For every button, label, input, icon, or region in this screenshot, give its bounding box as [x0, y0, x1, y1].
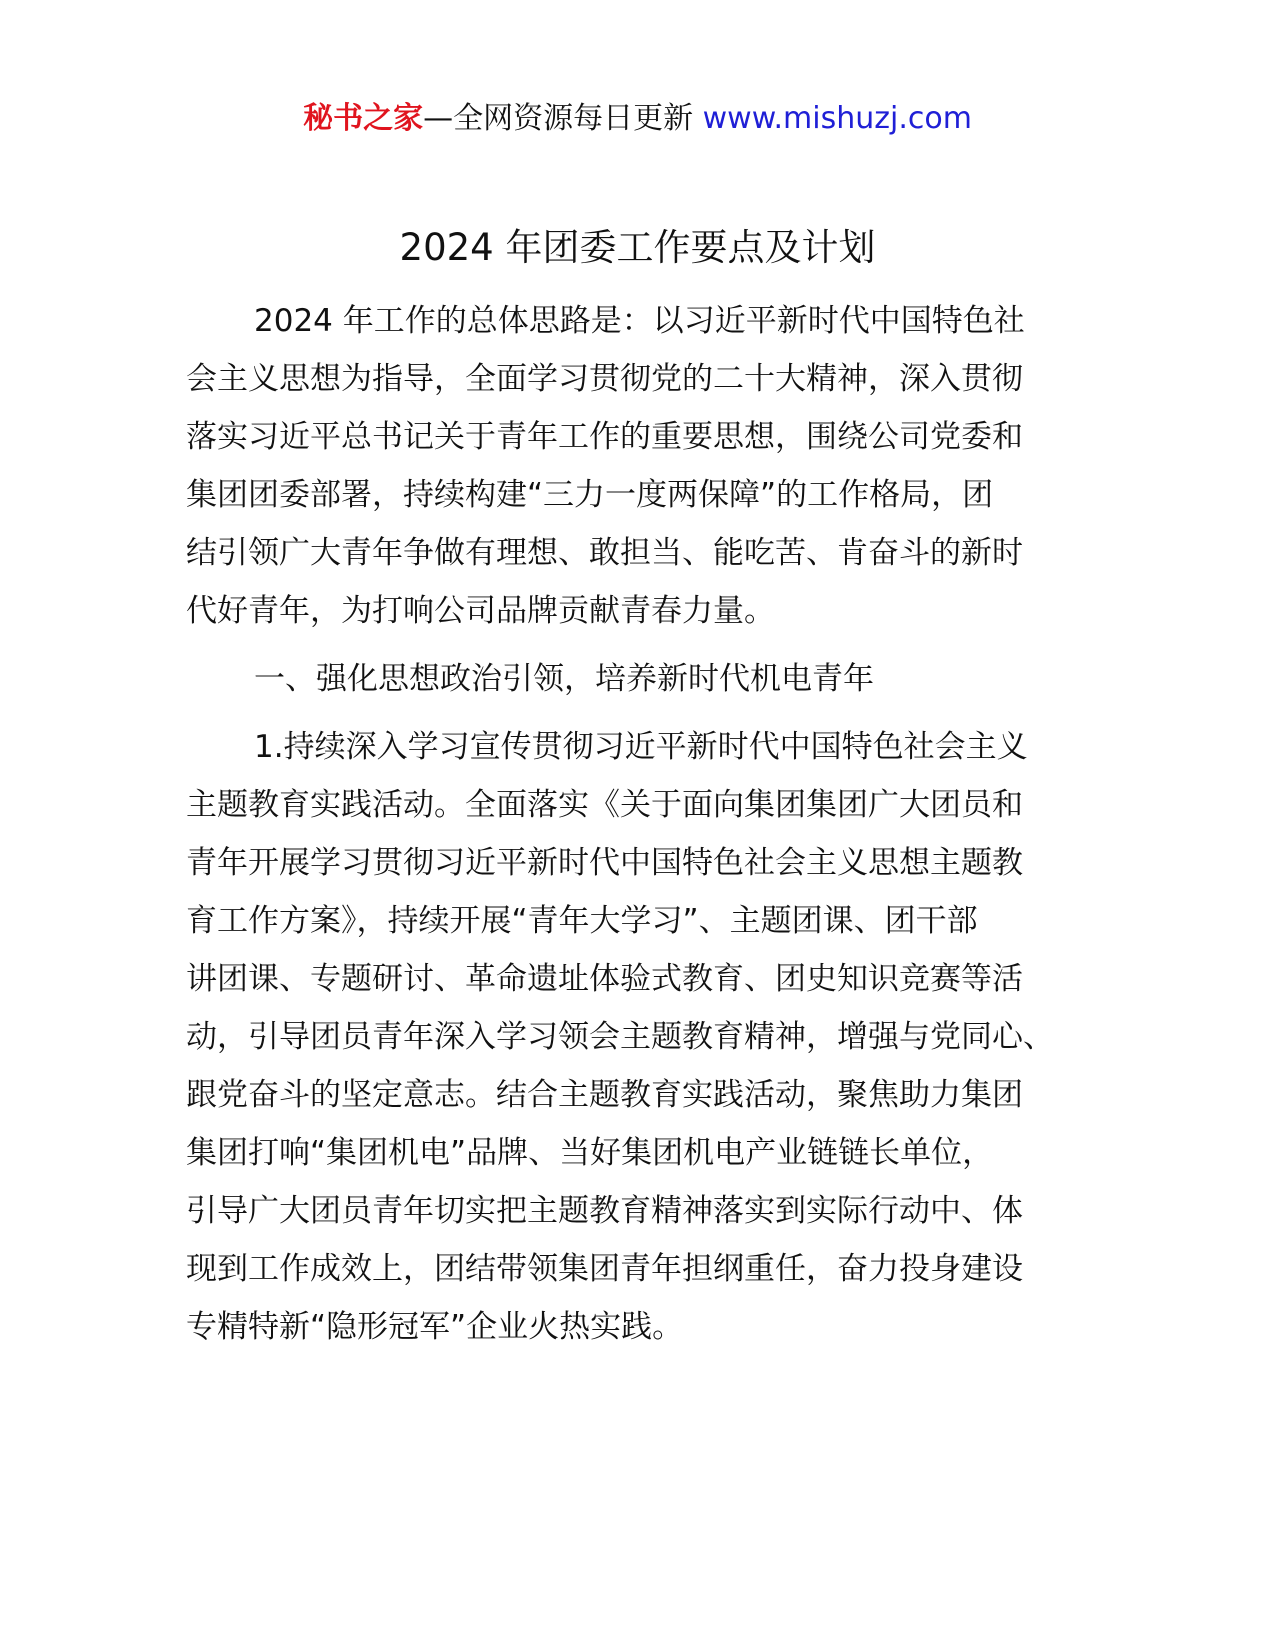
text-line: 主题教育实践活动。全面落实《关于面向集团集团广大团员和 — [186, 787, 1023, 823]
text-line: 2024 年工作的总体思路是：以习近平新时代中国特色社 — [254, 303, 1025, 339]
site-header — [0, 97, 1275, 141]
text-line: 落实习近平总书记关于青年工作的重要思想，围绕公司党委和 — [186, 419, 1023, 455]
paragraph-overview — [186, 292, 1086, 640]
text-line: 代好青年，为打响公司品牌贡献青春力量。 — [186, 593, 775, 629]
text-line: 育工作方案》，持续开展“青年大学习”、主题团课、团干部 — [186, 903, 978, 939]
text-line: 讲团课、专题研讨、革命遗址体验式教育、团史知识竞赛等活 — [186, 961, 1023, 997]
document-body — [186, 292, 1086, 1356]
text-line: 动，引导团员青年深入学习领会主题教育精神，增强与党同心、 — [186, 1019, 1054, 1055]
text-line: 现到工作成效上，团结带领集团青年担纲重任，奋力投身建设 — [186, 1251, 1023, 1287]
text-line: 1.持续深入学习宣传贯彻习近平新时代中国特色社会主义 — [254, 729, 1028, 765]
text-line: 结引领广大青年争做有理想、敢担当、能吃苦、肯奋斗的新时 — [186, 535, 1023, 571]
text-line: 一、强化思想政治引领，培养新时代机电青年 — [254, 661, 874, 697]
text-line: 集团团委部署，持续构建“三力一度两保障”的工作格局，团 — [186, 477, 994, 513]
paragraph-item-1 — [186, 718, 1086, 1356]
text-line: 引导广大团员青年切实把主题教育精神落实到实际行动中、体 — [186, 1193, 1023, 1229]
header-tagline: —全网资源每日更新 — [423, 101, 703, 136]
text-line: 专精特新“隐形冠军”企业火热实践。 — [186, 1309, 684, 1345]
document-title: 2024 年团委工作要点及计划 — [399, 226, 876, 269]
text-line: 会主义思想为指导，全面学习贯彻党的二十大精神，深入贯彻 — [186, 361, 1023, 397]
text-line: 青年开展学习贯彻习近平新时代中国特色社会主义思想主题教 — [186, 845, 1023, 881]
section-heading — [186, 650, 1086, 708]
site-url-link[interactable]: www.mishuzj.com — [702, 101, 972, 136]
text-line: 集团打响“集团机电”品牌、当好集团机电产业链链长单位， — [186, 1135, 994, 1171]
brand-name: 秘书之家 — [303, 101, 424, 136]
text-line: 跟党奋斗的坚定意志。结合主题教育实践活动，聚焦助力集团 — [186, 1077, 1023, 1113]
